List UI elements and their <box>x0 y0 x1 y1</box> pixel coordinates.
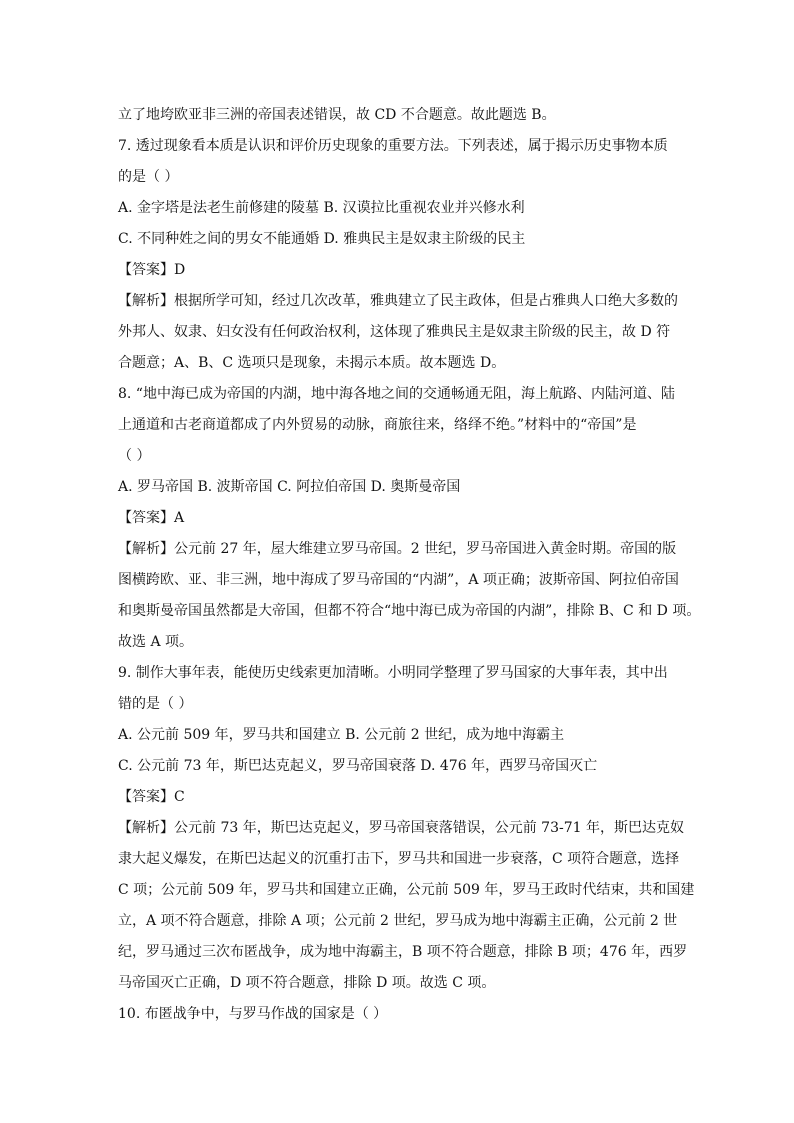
document-page <box>118 100 701 1030</box>
question-8-stem: 8. “地中海已成为帝国的内湖，地中海各地之间的交通畅通无阻，海上航路、内陆河道、陆 <box>118 386 675 402</box>
question-7-analysis: 【解析】根据所学可知，经过几次改革，雅典建立了民主政体，但是占雅典人口绝大多数的 <box>118 293 678 309</box>
text-line: 马帝国灭亡正确，D 项不符合题意，排除 D 项。故选 C 项。 <box>118 975 496 991</box>
text-line: 图横跨欧、亚、非三洲，地中海成了罗马帝国的“内湖”，A 项正确；波斯帝国、阿拉伯帝国 <box>118 572 679 588</box>
question-10-stem: 10. 布匿战争中，与罗马作战的国家是（ ） <box>118 1006 388 1022</box>
question-8-options: A. 罗马帝国 B. 波斯帝国 C. 阿拉伯帝国 D. 奥斯曼帝国 <box>118 479 461 495</box>
question-9-options-cd: C. 公元前 73 年，斯巴达克起义，罗马帝国衰落 D. 476 年，西罗马帝国灭亡 <box>118 758 598 774</box>
text-line: 错的是（ ） <box>118 696 193 712</box>
text-line: 上通道和古老商道都成了内外贸易的动脉，商旅往来，络绎不绝。”材料中的“帝国”是 <box>118 417 637 433</box>
text-line: 和奥斯曼帝国虽然都是大帝国，但都不符合“地中海已成为帝国的内湖”，排除 B、C 和 D 项。 <box>118 603 701 619</box>
question-9-analysis: 【解析】公元前 73 年，斯巴达克起义，罗马帝国衰落错误，公元前 73-71 年，斯巴达克奴 <box>118 820 684 836</box>
question-8-analysis: 【解析】公元前 27 年，屋大维建立罗马帝国。2 世纪，罗马帝国进入黄金时期。帝国的版 <box>118 541 677 557</box>
text-line: 的是（ ） <box>118 169 179 185</box>
question-8-answer: 【答案】A <box>118 510 185 526</box>
question-7-stem: 7. 透过现象看本质是认识和评价历史现象的重要方法。下列表述，属于揭示历史事物本质 <box>118 138 668 154</box>
text-line: 纪，罗马通过三次布匿战争，成为地中海霸主，B 项不符合题意，排除 B 项；476 年，西罗 <box>118 944 688 960</box>
text-line: C 项；公元前 509 年，罗马共和国建立正确，公元前 509 年，罗马王政时代结束，共和国建 <box>118 882 695 898</box>
question-9-options-ab: A. 公元前 509 年，罗马共和国建立 B. 公元前 2 世纪，成为地中海霸主 <box>118 727 565 743</box>
text-line: 故选 A 项。 <box>118 634 194 650</box>
question-7-answer: 【答案】D <box>118 262 186 278</box>
text-line: 外邦人、奴隶、妇女没有任何政治权利，这体现了雅典民主是奴隶主阶级的民主，故 D 符 <box>118 324 671 340</box>
text-line: 合题意；A、B、C 选项只是现象，未揭示本质。故本题选 D。 <box>118 355 506 371</box>
question-9-stem: 9. 制作大事年表，能使历史线索更加清晰。小明同学整理了罗马国家的大事年表，其中出 <box>118 665 668 681</box>
question-7-options-cd: C. 不同种姓之间的男女不能通婚 D. 雅典民主是奴隶主阶级的民主 <box>118 231 526 247</box>
text-line: （ ） <box>118 448 151 464</box>
text-line: 隶大起义爆发，在斯巴达起义的沉重打击下，罗马共和国进一步衰落，C 项符合题意，选择 <box>118 851 680 867</box>
text-line: 立了地垮欧亚非三洲的帝国表述错误，故 CD 不合题意。故此题选 B。 <box>118 107 556 123</box>
question-9-answer: 【答案】C <box>118 789 185 805</box>
question-7-options-ab: A. 金字塔是法老生前修建的陵墓 B. 汉谟拉比重视农业并兴修水利 <box>118 200 525 216</box>
text-line: 立，A 项不符合题意，排除 A 项；公元前 2 世纪，罗马成为地中海霸主正确，公元前 2 世 <box>118 913 678 929</box>
